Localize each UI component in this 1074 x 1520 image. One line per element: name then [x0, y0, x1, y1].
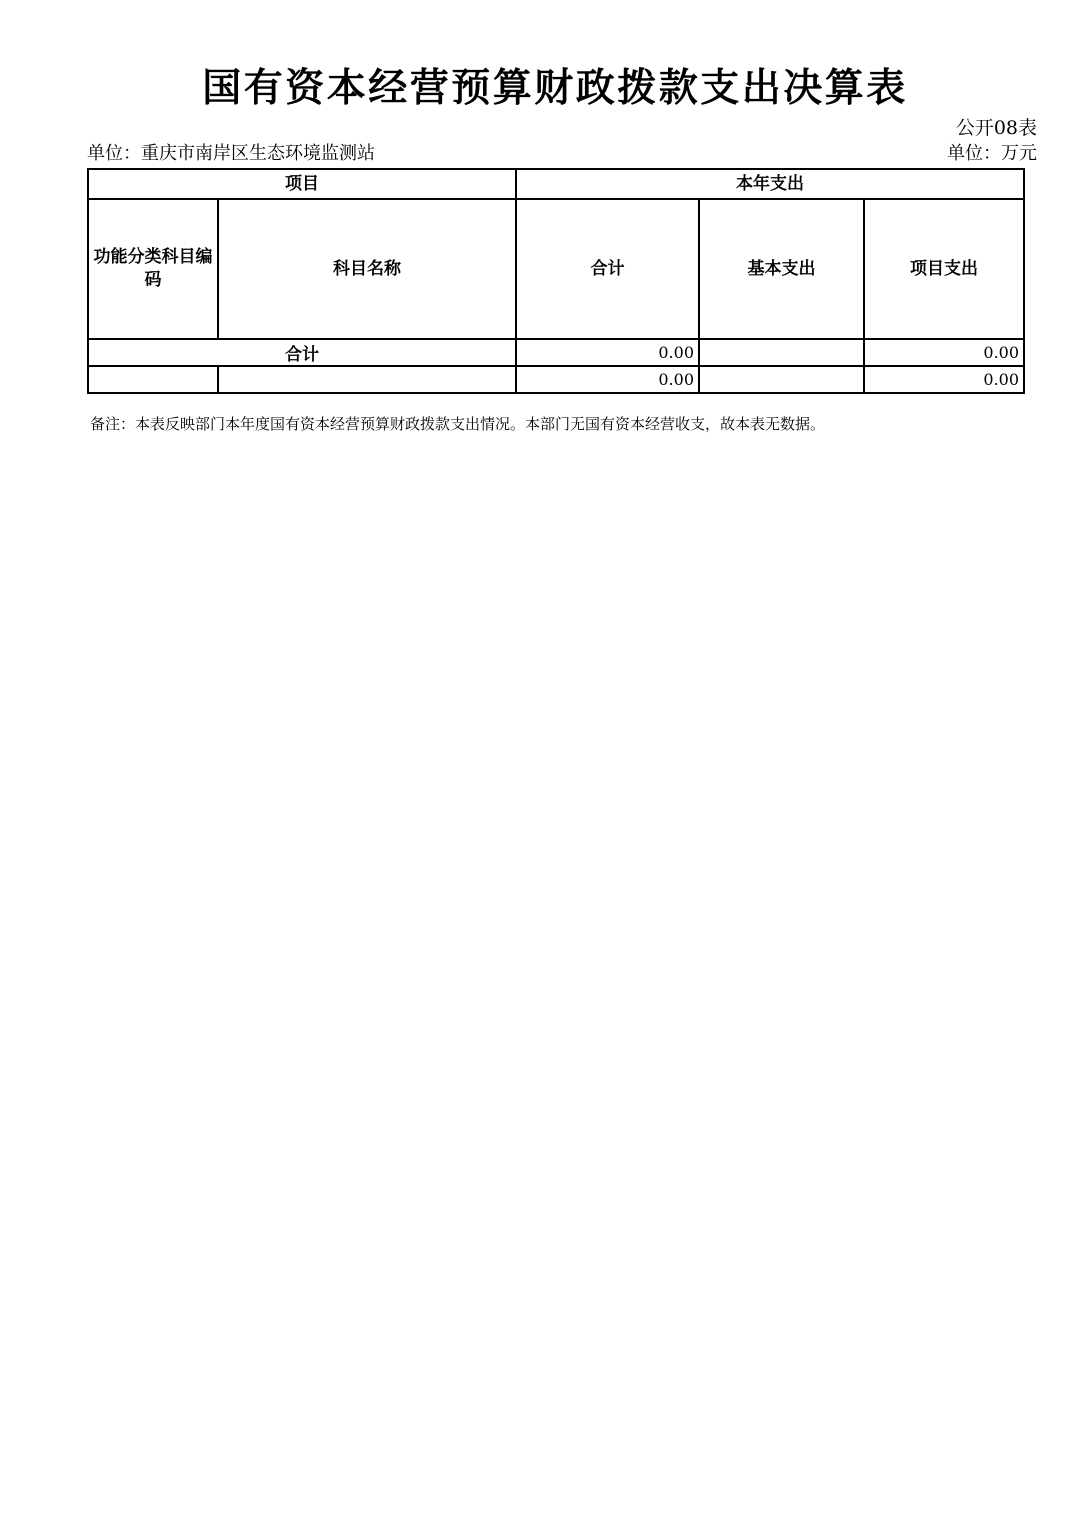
unit-name-label: 单位：重庆市南岸区生态环境监测站: [87, 143, 375, 164]
row2-total-value: 0.00: [516, 366, 699, 393]
row2-basic-value: [699, 366, 864, 393]
column-header-subject-name: 科目名称: [218, 199, 516, 339]
table-row-empty: [88, 366, 1024, 393]
form-code-label: 公开08表: [955, 117, 1037, 139]
column-header-project-expenditure: 项目支出: [864, 199, 1024, 339]
column-header-function-code: 功能分类科目编码: [88, 199, 218, 339]
row2-code-cell: [88, 366, 218, 393]
expenditure-table: [87, 168, 1025, 394]
currency-unit-label: 单位：万元: [947, 143, 1037, 164]
group-header-current-year-expenditure: 本年支出: [516, 169, 1024, 199]
column-header-basic-expenditure: 基本支出: [699, 199, 864, 339]
table-group-header-row: [88, 169, 1024, 199]
total-row-basic-value: [699, 339, 864, 366]
meta-row: [87, 143, 1037, 165]
total-row-label: 合计: [88, 339, 516, 366]
footnote: 备注：本表反映部门本年度国有资本经营预算财政拨款支出情况。本部门无国有资本经营收支，故本表无数据。: [90, 415, 826, 433]
column-header-total: 合计: [516, 199, 699, 339]
total-row-total-value: 0.00: [516, 339, 699, 366]
page-title: 国有资本经营预算财政拨款支出决算表: [202, 65, 908, 111]
table-column-header-row: [88, 199, 1024, 339]
row2-name-cell: [218, 366, 516, 393]
total-row-project-value: 0.00: [864, 339, 1024, 366]
group-header-project: 项目: [88, 169, 516, 199]
table-row-total: [88, 339, 1024, 366]
row2-project-value: 0.00: [864, 366, 1024, 393]
